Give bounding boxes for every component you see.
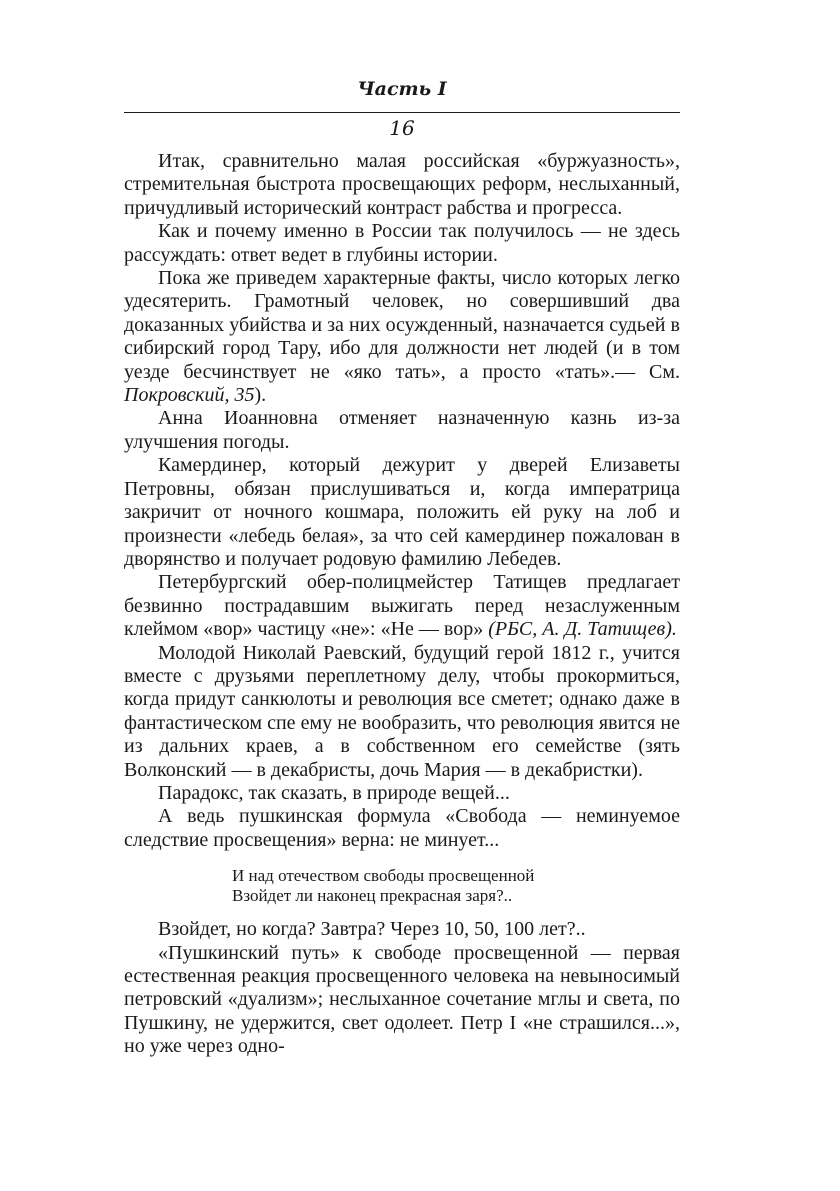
paragraph-11: «Пушкинский путь» к свободе просвещенной — первая естественная реакция просвещенного человека на невыносимый петровский «дуализм»; неслыханное сочетание мглы и света, по Пушкину, не удержится, свет одолеет. Петр I «не страшился...», но уже через одно-: [124, 941, 680, 1058]
page-number: 16: [389, 116, 415, 140]
paragraph-7: Молодой Николай Раевский, будущий герой 1812 г., учится вместе с друзьями переплетному делу, чтобы прокормиться, когда придут санкюлоты и революция все сметет; однако даже в фантастическом спе ему не вообразить, что революция явится не из дальних краев, а в собственном его семействе (зять Волконский — в декабристы, дочь Мария — в декабристки).: [124, 641, 680, 781]
paragraph-3-text: Пока же приведем характерные факты, число которых легко удесятерить. Грамотный человек, но совершивший два доказанных убийства и за них осужденный, назначается судьей в сибирский город Тару, ибо для должности нет людей (и в том уезде бесчинствует не «яко тать», а просто «тать».— См.: [124, 267, 680, 383]
paragraph-6: [124, 571, 680, 641]
verse-quote: [124, 866, 680, 906]
running-head: Часть I: [357, 78, 447, 100]
paragraph-6-text: Петербургский обер-полицмейстер Татищев предлагает безвинно пострадавшим выжигать перед незаслуженным клеймом «вор» частицу «не»: «Не — вор»: [124, 571, 680, 641]
body-text: [124, 150, 680, 1059]
paragraph-3-reference: Покровский, 35: [124, 384, 255, 407]
verse-line-1: И над отечеством свободы просвещенной: [232, 866, 535, 886]
paragraph-5: Камердинер, который дежурит у дверей Елизаветы Петровны, обязан прислушиваться и, когда императрица закричит от ночного кошмара, положить ей руку на лоб и произнести «лебедь белая», за что сей камердинер пожалован в дворянство и получает родовую фамилию Лебедев.: [124, 454, 680, 570]
paragraph-6-reference: (РБС, А. Д. Татищев).: [488, 618, 677, 641]
paragraph-2: Как и почему именно в России так получилось — не здесь рассуждать: ответ ведет в глубины истории.: [124, 220, 680, 266]
verse-line-2: Взойдет ли наконец прекрасная заря?..: [232, 886, 513, 906]
paragraph-10: Взойдет, но когда? Завтра? Через 10, 50, 100 лет?..: [158, 918, 586, 941]
paragraph-3-end: ).: [254, 384, 267, 407]
header-rule: [124, 112, 680, 113]
paragraph-8: Парадокс, так сказать, в природе вещей...: [158, 781, 510, 804]
paragraph-1: Итак, сравнительно малая российская «буржуазность», стремительная быстрота просвещающих реформ, неслыханный, причудливый исторический контраст рабства и прогресса.: [124, 150, 680, 219]
paragraph-4: Анна Иоанновна отменяет назначенную казнь из-за улучшения погоды.: [124, 407, 680, 453]
paragraph-9: А ведь пушкинская формула «Свобода — неминуемое следствие просвещения» верна: не минует...: [124, 805, 680, 851]
paragraph-3: [124, 267, 680, 407]
